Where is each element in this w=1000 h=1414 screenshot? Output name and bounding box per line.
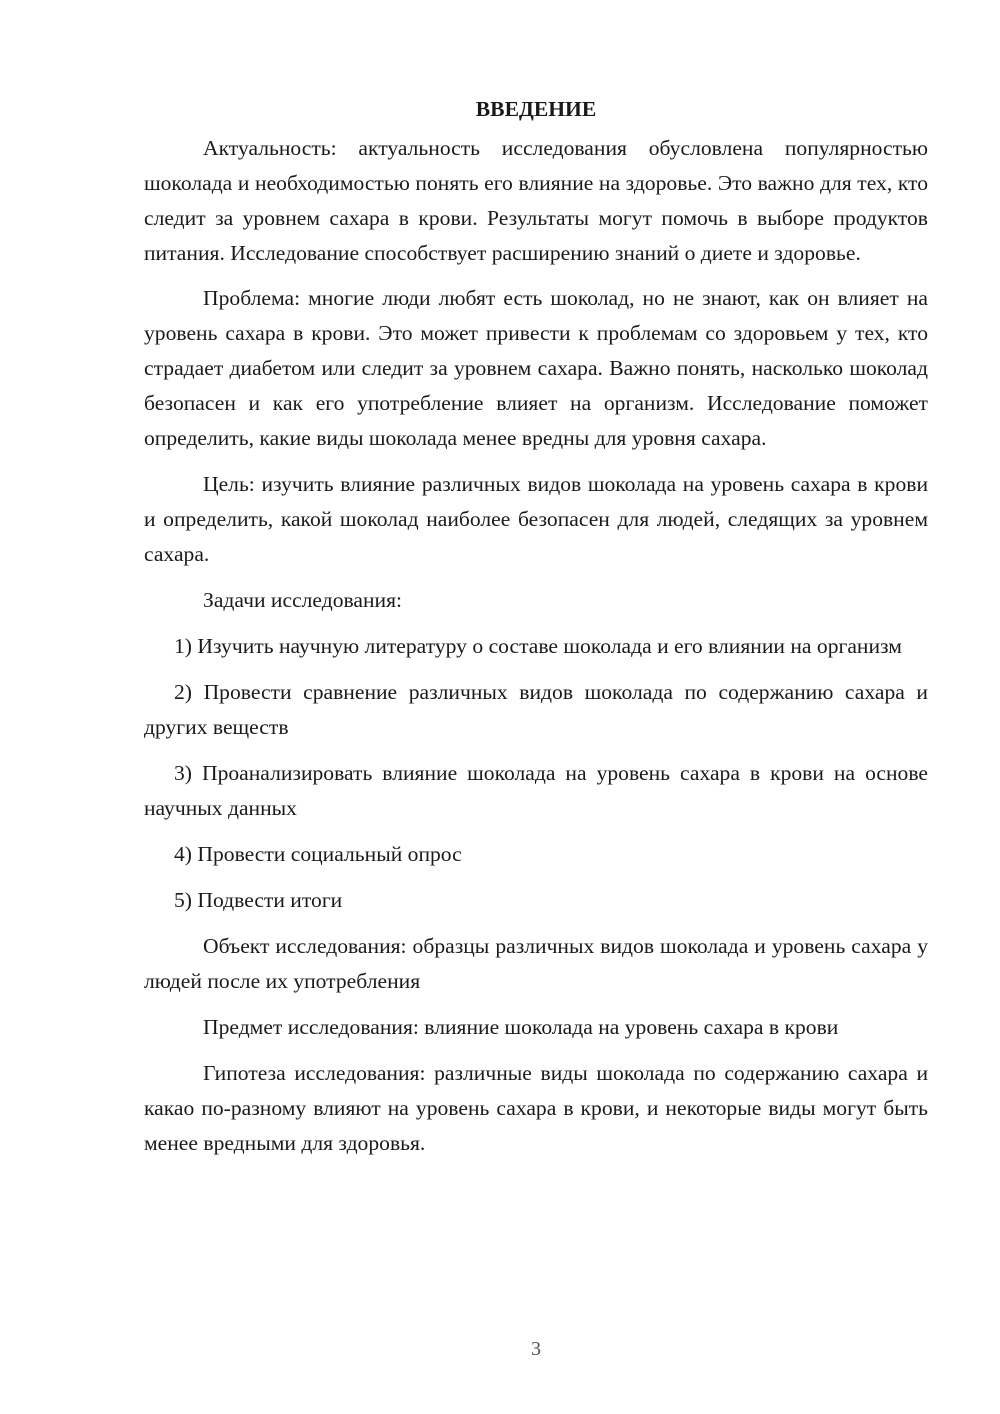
paragraph-subject: Предмет исследования: влияние шоколада на уровень сахара в крови [203,1015,839,1039]
task-item-3: 3) Проанализировать влияние шоколада на уровень сахара в крови на основе научных данных [144,761,928,820]
page-number: 3 [531,1338,541,1360]
tasks-heading: Задачи исследования: [203,588,403,612]
paragraph-hypothesis: Гипотеза исследования: различные виды шоколада по содержанию сахара и какао по-разному влияют на уровень сахара в крови, и некоторые виды могут быть менее вредными для здоровья. [144,1061,928,1155]
task-item-1: 1) Изучить научную литературу о составе шоколада и его влиянии на организм [174,634,902,658]
task-item-4: 4) Провести социальный опрос [174,842,462,866]
paragraph-object: Объект исследования: образцы различных видов шоколада и уровень сахара у людей после их употребления [144,934,928,993]
task-item-5: 5) Подвести итоги [174,888,343,912]
task-item-2: 2) Провести сравнение различных видов шоколада по содержанию сахара и других веществ [144,680,928,739]
section-title: ВВЕДЕНИЕ [475,97,597,121]
paragraph-problem: Проблема: многие люди любят есть шоколад, но не знают, как он влияет на уровень сахара в крови. Это может привести к проблемам со здоровьем у тех, кто страдает диабетом или следит за уровнем сахара. Важно понять, насколько шоколад безопасен и как его употребление влияет на организм. Исследование поможет определить, какие виды шоколада менее вредны для уровня сахара. [144,286,928,450]
paragraph-relevance: Актуальность: актуальность исследования обусловлена популярностью шоколада и необходимостью понять его влияние на здоровье. Это важно для тех, кто следит за уровнем сахара в крови. Результаты могут помочь в выборе продуктов питания. Исследование способствует расширению знаний о диете и здоровье. [144,136,928,265]
paragraph-goal: Цель: изучить влияние различных видов шоколада на уровень сахара в крови и определить, какой шоколад наиболее безопасен для людей, следящих за уровнем сахара. [144,472,928,566]
page-content [144,92,928,1161]
